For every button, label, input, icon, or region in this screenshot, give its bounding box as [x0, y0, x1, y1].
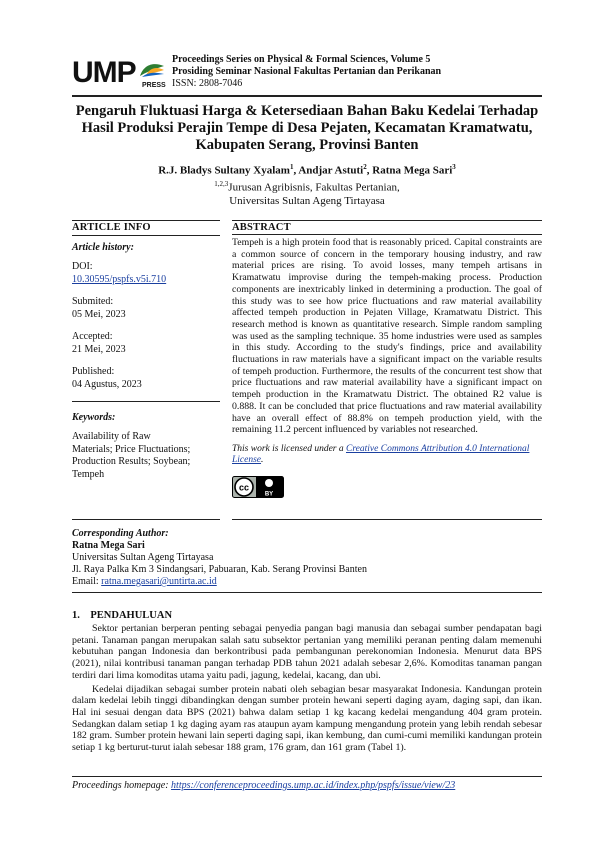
author-name: R.J. Bladys Sultany Xyalam	[158, 164, 290, 177]
by-text: BY	[264, 491, 274, 498]
keywords-label: Keywords:	[72, 412, 116, 423]
journal-series: Proceedings Series on Physical & Formal Sciences, Volume 5	[172, 54, 431, 65]
proceedings-footer	[72, 780, 542, 791]
submitted-label: Submited:	[72, 296, 114, 307]
paragraph: Sektor pertanian berperan penting sebagai penyedia pangan bagi manusia dan sebagai sumber pendapatan bagi petani. Tanaman pangan merupakan salah satu subsektor pertanian yang memiliki peranan penting dalam memenuhi kebutuhan pangan Indonesia dan berkontribusi pada pembangunan perekonomian Indonesia. Menurut data BPS (2021), nilai kontribusi tanaman pangan terhadap PDB tahun 2021 adalah sebesar 2,6%. Komoditas tanaman pangan terdiri dari lima komoditas utama yaitu padi, jagung, kedelai, kacang, dan ubi.	[72, 623, 542, 681]
corresponding-rule	[72, 592, 542, 593]
footer-rule	[72, 776, 542, 777]
paper-title	[72, 103, 542, 154]
license-note	[232, 444, 542, 467]
article-history-label: Article history:	[72, 242, 134, 253]
leaf-logo-icon	[138, 60, 166, 78]
cc-by-badge-icon[interactable]	[232, 476, 284, 498]
paragraph: Kedelai dijadikan sebagai sumber protein nabati oleh sebagian besar masyarakat Indonesia. Kandungan protein dalam kedelai lebih tinggi dibandingkan dengan sumber protein hewani seperti daging ayam, daging sapi, dan ikan. Hal ini sesuai dengan data BPS (2021) bahwa dalam setiap 1 kg kacang kedelai mengandung 404 gram protein. Sedangkan dalam setiap 1 kg daging ayam ras ataupun ayam kampung mengandung protein yang lebih rendah sebesar 182 gram. Sumber protein hewani lain seperti daging sapi, ikan kembung, dan cumi-cumi memiliki kandungan protein setiap 1 kg berturut-turut ialah sebesar 188 gram, 176 gram, dan 161 gram (Tabel 1).	[72, 683, 542, 754]
affiliation-sup: 1,2,3	[214, 180, 229, 188]
doi-label: DOI:	[72, 261, 93, 272]
logo-press-text: PRESS	[142, 82, 166, 89]
doi-link[interactable]: 10.30595/pspfs.v5i.710	[72, 273, 167, 285]
footer-label: Proceedings homepage:	[72, 780, 172, 791]
article-info-heading: ARTICLE INFO	[72, 222, 151, 233]
introduction-section	[72, 610, 542, 754]
abstract-text: Tempeh is a high protein food that is reasonably priced. Capital constraints are a common source of concern in the temporary housing industry, and raw material prices are rising. To avoid losses, many tempeh artisans in Kramatwatu improvise during the tempeh-making process. Production components are inextricably linked in determining a production. The goal of this study was to see how price fluctuations and raw material availability affected tempeh production in Pejaten Village, Kramatwatu District. This research method is known as quantitative research. Simple random sampling was used as the sampling technique. 35 home industries were used as samples in this study. According to the study's findings, price and availability fluctuations in raw materials have a significant impact on the variable results of tempeh production. Furthermore, the results of the concurrent test show that price fluctuations and raw material availability have a significant impact on tempeh production in the Kramatwatu District. The obtained R2 value is 0.888. It can be concluded that price fluctuations and raw material availability have an overall effect of 88.8% on tempeh production yield, with the remaining 11.2 percent influenced by variables not researched.	[232, 237, 542, 436]
license-suffix: .	[261, 455, 264, 466]
author-name: Ratna Mega Sari	[372, 164, 453, 177]
affiliation-line: Universitas Sultan Ageng Tirtayasa	[229, 195, 385, 208]
header-rule	[72, 95, 542, 97]
author-name: Andjar Astuti	[298, 164, 364, 177]
left-end-rule	[72, 519, 220, 520]
author-sup: 3	[452, 163, 456, 171]
homepage-link[interactable]: https://conferenceproceedings.ump.ac.id/index.php/pspfs/issue/view/23	[171, 780, 456, 791]
article-info	[72, 222, 220, 481]
submitted-date: 05 Mei, 2023	[72, 308, 126, 320]
article-info-rule	[72, 220, 220, 221]
logo-text: UMP	[72, 56, 136, 89]
author-sup: 1	[289, 163, 294, 171]
journal-header	[72, 52, 542, 96]
abstract-section	[232, 222, 542, 498]
ump-press-logo	[72, 54, 168, 94]
journal-info	[172, 54, 441, 90]
title-line: Hasil Produksi Perajin Tempe di Desa Pejaten, Kecamatan Kramatwatu,	[81, 120, 533, 136]
corresponding-institution: Universitas Sultan Ageng Tirtayasa	[72, 552, 214, 563]
author-sup: 2	[363, 163, 367, 171]
section-heading: 1. PENDAHULUAN	[72, 610, 173, 621]
title-line: Pengaruh Fluktuasi Harga & Ketersediaan Bahan Baku Kedelai Terhadap	[75, 103, 539, 119]
keywords-rule	[72, 401, 220, 402]
license-link[interactable]: Creative Commons Attribution 4.0 International License	[232, 443, 530, 466]
license-prefix: This work is licensed under a	[232, 443, 346, 454]
journal-prosiding: Prosiding Seminar Nasional Fakultas Pertanian dan Perikanan	[172, 66, 442, 77]
corresponding-heading: Corresponding Author:	[72, 528, 169, 539]
abstract-subrule	[232, 234, 542, 235]
title-line: Kabupaten Serang, Provinsi Banten	[195, 137, 419, 153]
abstract-heading: ABSTRACT	[232, 222, 291, 233]
email-label: Email:	[72, 576, 102, 587]
published-date: 04 Agustus, 2023	[72, 378, 142, 390]
right-end-rule	[232, 519, 542, 520]
published-label: Published:	[72, 366, 115, 377]
corresponding-author	[72, 528, 542, 588]
abstract-rule	[232, 220, 542, 221]
author-list: R.J. Bladys Sultany Xyalam$^1$, Andjar Astuti$^2$, Ratna Mega Sari$^3$	[158, 163, 456, 177]
cc-text: cc	[238, 482, 250, 493]
corresponding-name: Ratna Mega Sari	[72, 540, 145, 551]
keywords-list: Availability of Raw Materials; Price Fluctuations; Production Results; Soybean; Tempeh	[72, 431, 191, 480]
email-link[interactable]: ratna.megasari@untirta.ac.id	[101, 576, 217, 587]
affiliation	[72, 178, 542, 209]
journal-issn: ISSN: 2808-7046	[172, 78, 243, 89]
corresponding-address: Jl. Raya Palka Km 3 Sindangsari, Pabuaran, Kab. Serang Provinsi Banten	[72, 564, 367, 575]
accepted-label: Accepted:	[72, 331, 113, 342]
affiliation-line: Jurusan Agribisnis, Fakultas Pertanian,	[228, 181, 400, 194]
accepted-date: 21 Mei, 2023	[72, 343, 126, 355]
